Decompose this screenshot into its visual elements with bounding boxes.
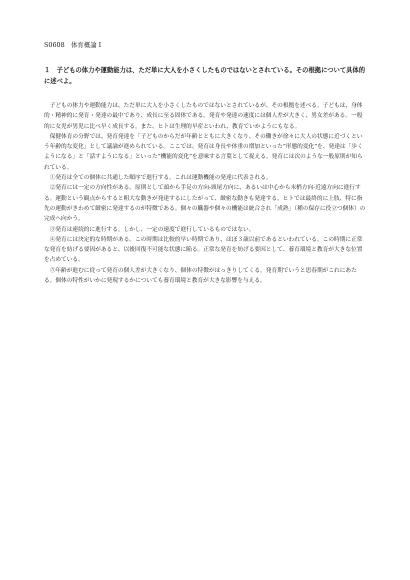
principle-1: ①発育は全ての個体に共通した順序で進行する。これは運動機能の発達に代表される。 [49,175,272,182]
question-heading: １ 子どもの体力や運動能力は、ただ単に大人を小さくしたものではないとされている。その根拠について具体的に述べよ。 [44,67,366,85]
principle-3: ③発育は連続的に進行する。しかし、一定の速度で進行しているものではない。 [49,226,255,233]
paragraph-definition: 保健体育の分野では、発育発達を「子どものからだが年齢とともに大きくなり、その働きが徐々に大人の状態に近づくという年齢的な変化」として議論が進められている。ここでは、発育は身長や体重の増加といった”形態的変化”を、発達は「歩くようになる」と「話すようになる」といった”機能的変化”を意味する言葉として捉える。発育には次のような一般原則が知られている。 [44,133,363,171]
principle-2: ②発育には一定の方向性がある。原則として頭から手足の方向-頸尾方向に、あるいは中心から末梢方向-近遠方向に進行する。運動という観点からすると粗大な動きが発達するにしたがって、緻密な動きも発達する。ヒトでは最終的に上肢、特に指先の運動がきわめて緻密に発達するのが特徴である。個々の臓器や個々の機能は統合され「成熟」（種の保存に役立つ個体）の完成へ向かう。 [44,185,366,223]
paragraph-intro: 子どもの体力や運動能力は、ただ単に大人を小さくしたものではないとされているが、その根拠を述べる。子どもは、身体的・精神的に発育・発達の最中であり、成長に至る固体である。発育や発達の速度には個人差が大きく、男女差がある。一般的に女児が男児に比べ早く成長する。また、ヒトは生理的早産といわれ、教育でいかようにもなる。 [44,103,363,130]
answer-body [44,101,366,286]
principle-5: ⑤年齢が進むに従って発育の個人差が大きくなり、個体の特徴がはっきりしてくる。発育期でいうと思春期がこれにあたる。個体の特性がいかに発現するかについても養育環境と教育が大きな影響を与える。 [44,267,357,285]
principle-4: ④発育には決定的な時期がある。この時期は比較的早い時期であり、ほぼ３歳以前であるといわれている。この時期に正常な発育を妨げる要因があると、以後回復不可能な状態に陥る。正常な発育を妨げる要因として、養育環境と教育が大きな位置を占めている。 [44,236,363,264]
document-title: S0608 体育概論 I [44,41,102,49]
